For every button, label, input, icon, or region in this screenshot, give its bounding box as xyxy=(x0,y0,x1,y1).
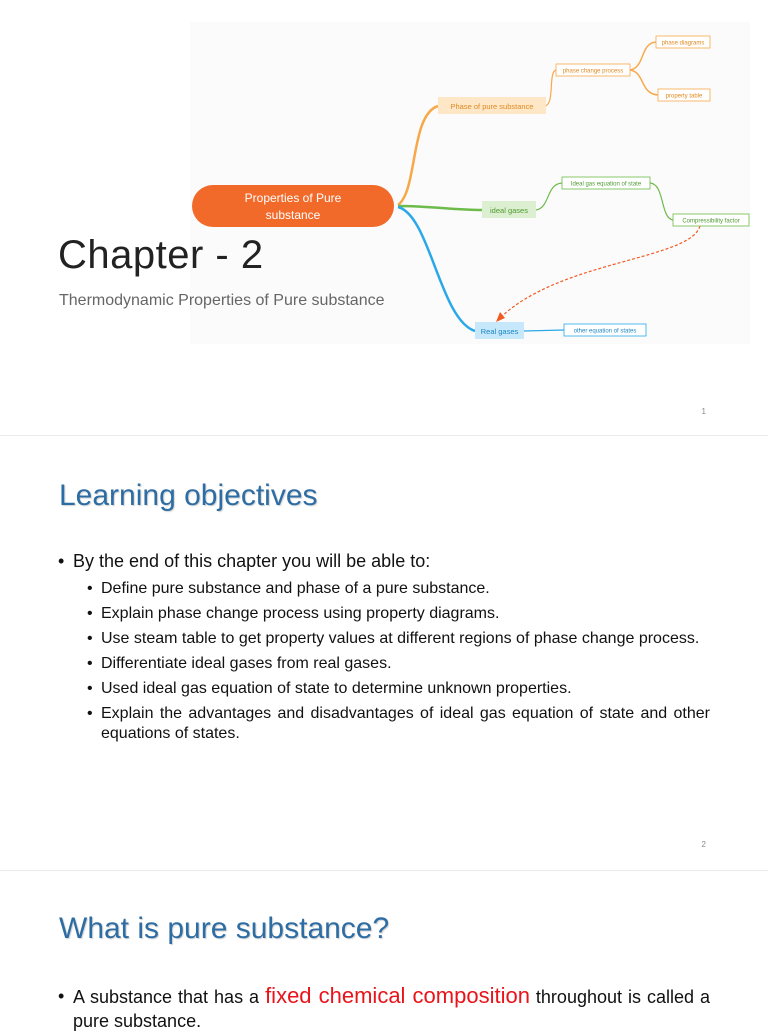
slide-separator xyxy=(0,870,768,871)
root-label-2: substance xyxy=(265,208,321,222)
highlight-text: fixed chemical composition xyxy=(265,983,530,1008)
bullet-list xyxy=(58,984,710,1033)
sub-bullet-list xyxy=(58,579,710,744)
slide-separator xyxy=(0,435,768,436)
edge-root-ideal xyxy=(398,206,482,210)
node-phase-label: Phase of pure substance xyxy=(450,102,534,111)
bullet-intro: • By the end of this chapter you will be able to: xyxy=(58,549,710,573)
edge-root-phase xyxy=(398,106,438,205)
node-real-label: Real gases xyxy=(480,327,519,336)
edge-change-diagrams xyxy=(630,42,656,70)
slide-1 xyxy=(0,0,768,435)
node-other-eq-label: other equation of states xyxy=(573,328,637,335)
node-ideal-label: ideal gases xyxy=(490,206,528,215)
mindmap-diagram xyxy=(0,0,768,435)
edge-compress-real-dashed xyxy=(500,226,700,318)
bullet-definition xyxy=(58,984,710,1033)
node-property-table-label: property table xyxy=(665,93,703,100)
edge-real-other xyxy=(524,330,564,331)
slide-3 xyxy=(0,870,768,1031)
slide-2 xyxy=(0,435,768,870)
page-number: 2 xyxy=(701,840,706,849)
chapter-title: Chapter - 2 xyxy=(58,233,264,277)
bullet-text: A substance that has a xyxy=(73,987,266,1007)
page-number: 1 xyxy=(701,407,706,416)
edge-root-real xyxy=(398,207,475,331)
edge-phase-change xyxy=(545,70,556,106)
edge-change-table xyxy=(630,70,658,95)
slide-heading: What is pure substance? xyxy=(59,912,390,945)
edge-ideal-eq xyxy=(536,183,562,210)
chapter-subtitle: Thermodynamic Properties of Pure substance xyxy=(59,292,385,309)
node-phase-change-label: phase change process xyxy=(562,68,624,75)
list-item: • Used ideal gas equation of state to determine unknown properties. xyxy=(87,679,710,699)
list-item: • Define pure substance and phase of a pure substance. xyxy=(87,579,710,599)
dashed-arrow-head xyxy=(496,312,505,322)
root-label-1: Properties of Pure xyxy=(244,191,342,205)
node-compress-label: Compressibility factor xyxy=(682,218,740,225)
node-phase-diagrams-label: phase diagrams xyxy=(661,40,705,47)
bullet-text: throughout is called a pure substance. xyxy=(73,987,710,1031)
list-item: • Use steam table to get property values at different regions of phase change process. xyxy=(87,629,710,649)
bullet-list xyxy=(58,549,710,749)
node-ideal-eq-label: Ideal gas equation of state xyxy=(570,181,642,188)
list-item: • Explain the advantages and disadvantages of ideal gas equation of state and other equations of states. xyxy=(87,704,710,744)
edge-eq-compress xyxy=(650,183,673,220)
list-item: • Explain phase change process using property diagrams. xyxy=(87,604,710,624)
slide-heading: Learning objectives xyxy=(59,479,318,512)
list-item: • Differentiate ideal gases from real gases. xyxy=(87,654,710,674)
